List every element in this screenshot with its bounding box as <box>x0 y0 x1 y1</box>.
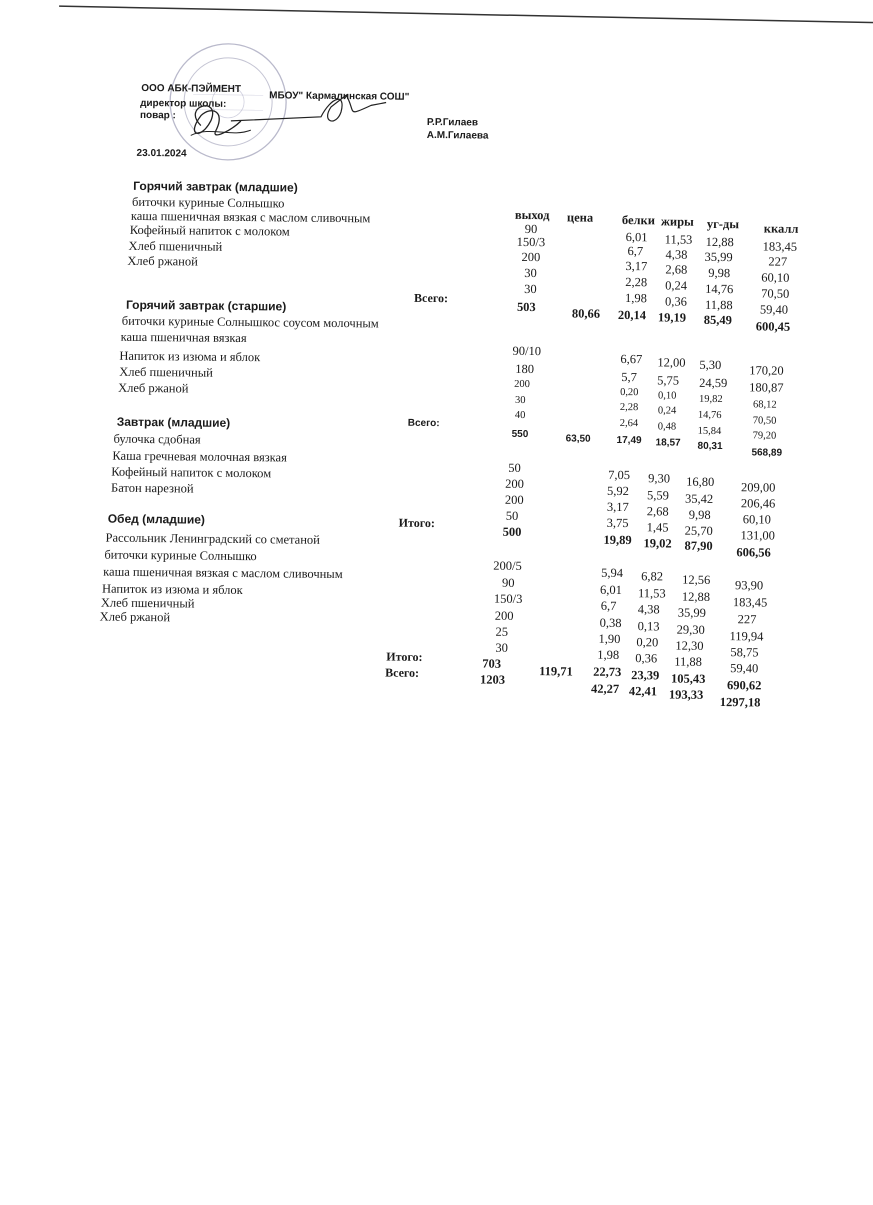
cell-carbs: 12,88 <box>705 234 734 250</box>
cell-fats: 4,38 <box>637 602 660 617</box>
cell-output: 25 <box>495 624 509 639</box>
grand-total-label: Всего: <box>385 665 420 680</box>
cell-carbs: 15,84 <box>697 425 722 438</box>
total-price: 63,50 <box>565 433 591 445</box>
cell-fats: 0,24 <box>657 405 677 417</box>
menu-item-name: Хлеб ржаной <box>127 253 198 269</box>
cell-carbs: 11,88 <box>674 654 703 669</box>
cell-kcal: 70,50 <box>761 286 790 301</box>
school-name: МБОУ" Кармалинская СОШ" <box>269 90 410 103</box>
cell-fats: 0,10 <box>657 390 677 402</box>
cell-kcal: 119,94 <box>729 629 764 644</box>
cell-carbs: 12,88 <box>681 589 711 604</box>
menu-item-name: Хлеб ржаной <box>99 609 171 625</box>
total-kcal: 600,45 <box>755 319 791 334</box>
cell-kcal: 79,20 <box>752 430 777 442</box>
cell-kcal: 206,46 <box>740 496 776 511</box>
grand-total-kcal: 1297,18 <box>719 695 761 710</box>
cell-fats: 0,48 <box>657 421 677 433</box>
menu-item-name: биточки куриные Солнышко <box>131 194 285 211</box>
total-proteins: 20,14 <box>617 307 647 323</box>
total-proteins: 19,89 <box>603 532 632 548</box>
cell-output: 150/3 <box>516 234 546 250</box>
cell-kcal: 58,75 <box>730 645 759 660</box>
cell-output: 50 <box>505 508 519 523</box>
cell-output: 30 <box>495 640 508 655</box>
cell-proteins: 6,01 <box>625 230 648 245</box>
cell-carbs: 5,30 <box>699 357 722 373</box>
cell-kcal: 93,90 <box>735 578 764 593</box>
section-title: Завтрак (младшие) <box>116 414 231 430</box>
total-label: Всего: <box>407 417 440 430</box>
cell-carbs: 35,99 <box>704 249 733 265</box>
col-header-fats: жиры <box>660 214 694 229</box>
company-name: ООО АБК-ПЭЙМЕНТ <box>141 82 242 96</box>
cell-carbs: 25,70 <box>684 523 713 538</box>
cell-fats: 5,59 <box>646 488 669 503</box>
cell-proteins: 2,28 <box>619 401 639 414</box>
cell-kcal: 170,20 <box>749 363 784 378</box>
cell-proteins: 1,98 <box>625 291 648 306</box>
cell-carbs: 9,98 <box>688 507 711 522</box>
cell-fats: 6,82 <box>641 569 664 584</box>
menu-item-name: Хлеб пшеничный <box>128 238 223 254</box>
cell-fats: 9,30 <box>648 471 671 486</box>
cell-carbs: 11,88 <box>704 297 733 313</box>
director-label: директор школы: <box>140 97 227 110</box>
cell-proteins: 6,01 <box>599 582 622 598</box>
cell-proteins: 1,90 <box>598 631 621 647</box>
cell-carbs: 9,98 <box>708 265 731 281</box>
cell-output: 200 <box>494 608 514 623</box>
cell-carbs: 12,56 <box>682 572 711 587</box>
col-header-proteins: белки <box>621 213 656 228</box>
cell-carbs: 35,42 <box>684 491 714 506</box>
cell-output: 90 <box>502 575 515 590</box>
cell-output: 90/10 <box>512 343 542 359</box>
cell-kcal: 209,00 <box>741 480 776 495</box>
cell-fats: 11,53 <box>664 232 693 247</box>
col-header-price: цена <box>566 210 594 225</box>
menu-item-name: каша пшеничная вязкая <box>120 329 247 346</box>
cell-fats: 2,68 <box>665 262 688 277</box>
col-header-kcal: ккалл <box>763 221 799 236</box>
cell-proteins: 2,64 <box>619 417 639 430</box>
cell-fats: 12,00 <box>657 355 686 370</box>
cell-carbs: 12,30 <box>675 638 704 653</box>
cell-proteins: 6,7 <box>627 244 644 259</box>
menu-item-name: булочка сдобная <box>113 431 201 447</box>
scan-edge <box>4 0 873 65</box>
menu-item-name: Хлеб ржаной <box>118 380 189 396</box>
cell-proteins: 7,05 <box>608 467 631 483</box>
cell-kcal: 59,40 <box>730 661 759 676</box>
total-kcal: 568,89 <box>751 447 783 459</box>
total-fats: 18,57 <box>655 437 681 449</box>
cell-carbs: 14,76 <box>697 409 722 422</box>
total-carbs: 105,43 <box>671 671 706 686</box>
cell-proteins: 5,7 <box>621 370 637 385</box>
grand-total-proteins: 42,27 <box>590 681 620 696</box>
cell-fats: 0,36 <box>635 651 658 666</box>
cell-carbs: 16,80 <box>686 474 715 489</box>
cell-output: 200 <box>505 476 524 491</box>
cell-fats: 0,20 <box>636 635 659 650</box>
total-price: 80,66 <box>571 306 601 321</box>
cell-carbs: 35,99 <box>677 605 706 620</box>
col-header-output: выход <box>514 207 550 223</box>
cell-fats: 4,38 <box>665 247 688 262</box>
cook-label: повар : <box>139 109 176 122</box>
cell-proteins: 3,75 <box>606 515 629 531</box>
cell-kcal: 60,10 <box>742 512 771 527</box>
cook-name: А.М.Гилаева <box>426 129 489 142</box>
total-output: 500 <box>502 524 522 539</box>
cell-output: 90 <box>524 221 538 237</box>
total-kcal: 606,56 <box>736 545 771 560</box>
total-output: 550 <box>511 428 529 441</box>
director-name: Р.Р.Гилаев <box>426 116 479 129</box>
cell-proteins: 1,98 <box>597 647 620 662</box>
cell-proteins: 5,94 <box>601 565 624 581</box>
menu-item-name: Каша гречневая молочная вязкая <box>112 448 287 465</box>
cell-output: 30 <box>514 394 526 406</box>
total-fats: 19,19 <box>657 310 687 325</box>
cell-output: 30 <box>524 265 537 281</box>
cell-output: 180 <box>515 361 535 377</box>
menu-item-name: Рассольник Ленинградский со сметаной <box>105 530 320 547</box>
cell-proteins: 2,28 <box>625 275 648 290</box>
cell-proteins: 3,17 <box>606 499 629 515</box>
cell-fats: 1,45 <box>646 520 669 535</box>
cell-proteins: 6,7 <box>600 598 617 613</box>
menu-item-name: Хлеб пшеничный <box>100 595 195 611</box>
menu-item-name: каша пшеничная вязкая с маслом сливочным <box>130 208 371 226</box>
cell-carbs: 14,76 <box>705 281 734 297</box>
menu-item-name: каша пшеничная вязкая с маслом сливочным <box>103 564 343 582</box>
cell-kcal: 68,12 <box>752 399 777 411</box>
section-title: Горячий завтрак (младшие) <box>133 178 298 195</box>
total-price: 119,71 <box>539 664 573 679</box>
cell-kcal: 180,87 <box>749 380 784 395</box>
cell-carbs: 24,59 <box>699 375 728 391</box>
cell-output: 50 <box>508 460 521 475</box>
cell-kcal: 183,45 <box>732 595 768 610</box>
cell-fats: 5,75 <box>657 373 680 388</box>
col-header-carbs: уг-ды <box>706 216 740 232</box>
section-title: Обед (младшие) <box>107 511 206 527</box>
cell-fats: 11,53 <box>637 586 666 601</box>
cell-fats: 0,13 <box>637 619 660 634</box>
total-label: Итого: <box>386 649 423 664</box>
cell-kcal: 131,00 <box>740 528 776 543</box>
cell-output: 200 <box>514 378 530 391</box>
total-proteins: 22,73 <box>593 664 622 680</box>
cell-fats: 0,36 <box>664 294 687 309</box>
grand-total-fats: 42,41 <box>628 684 658 699</box>
cell-proteins: 5,92 <box>606 483 630 499</box>
cell-kcal: 227 <box>768 254 788 269</box>
cell-output: 30 <box>524 281 537 297</box>
grand-total-output: 1203 <box>480 672 506 687</box>
menu-item-name: Хлеб пшеничный <box>119 364 213 380</box>
cell-proteins: 0,20 <box>620 386 639 399</box>
cell-output: 200 <box>521 249 541 265</box>
cell-output: 150/3 <box>493 591 523 606</box>
total-fats: 19,02 <box>643 536 672 551</box>
document-date: 23.01.2024 <box>136 147 187 160</box>
cell-output: 200 <box>504 492 524 507</box>
menu-item-name: Напиток из изюма и яблок <box>101 581 243 598</box>
menu-item-name: Кофейный напиток с молоком <box>111 464 272 481</box>
total-carbs: 85,49 <box>703 312 733 328</box>
total-carbs: 87,90 <box>684 538 713 553</box>
cell-proteins: 0,38 <box>599 615 622 631</box>
section-title: Горячий завтрак (старшие) <box>125 297 287 314</box>
menu-item-name: Батон нарезной <box>110 480 194 496</box>
total-output: 503 <box>516 299 536 315</box>
cell-kcal: 60,10 <box>761 270 790 285</box>
cell-carbs: 19,82 <box>698 393 723 406</box>
menu-item-name: Напиток из изюма и яблок <box>119 348 261 365</box>
cell-kcal: 183,45 <box>762 239 798 254</box>
menu-item-name: биточки куриные Солнышкос соусом молочным <box>121 313 379 331</box>
cell-output: 40 <box>514 409 526 421</box>
total-output: 703 <box>482 656 502 671</box>
total-carbs: 80,31 <box>697 440 723 453</box>
total-label: Итого: <box>398 515 436 531</box>
grand-total-carbs: 193,33 <box>668 687 704 702</box>
total-fats: 23,39 <box>631 668 660 683</box>
cell-kcal: 227 <box>737 612 757 627</box>
cell-proteins: 6,67 <box>620 351 643 367</box>
cell-kcal: 59,40 <box>759 302 789 317</box>
total-label: Всего: <box>413 290 449 306</box>
cell-output: 200/5 <box>493 558 522 573</box>
cell-proteins: 3,17 <box>625 259 648 274</box>
menu-item-name: Кофейный напиток с молоком <box>129 222 290 239</box>
total-kcal: 690,62 <box>726 678 762 693</box>
cell-carbs: 29,30 <box>676 622 705 637</box>
cell-kcal: 70,50 <box>752 415 777 427</box>
cell-fats: 2,68 <box>646 504 669 519</box>
total-proteins: 17,49 <box>616 434 642 447</box>
cell-fats: 0,24 <box>665 278 688 293</box>
menu-item-name: биточки куриные Солнышко <box>104 547 257 564</box>
